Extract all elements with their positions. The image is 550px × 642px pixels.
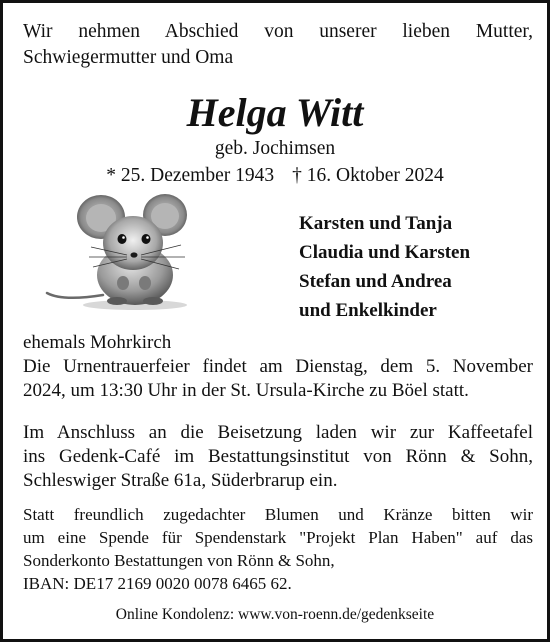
online-condolence: Online Kondolenz: www.von-roenn.de/gedenkseite bbox=[115, 606, 435, 623]
intro-line-1: Wir nehmen Abschied von unserer lieben Mutter, bbox=[23, 21, 533, 42]
donation-iban: IBAN: DE17 2169 0020 0078 6465 62. bbox=[23, 574, 292, 593]
family-member: Stefan und Andrea bbox=[299, 271, 452, 292]
maiden-name: geb. Jochimsen bbox=[214, 138, 336, 159]
ceremony-line: Die Urnentrauerfeier findet am Dienstag, dem 5. November bbox=[23, 356, 533, 377]
family-member: und Enkelkinder bbox=[299, 300, 437, 321]
reception-line: Im Anschluss an die Beisetzung laden wir zur Kaffeetafel bbox=[23, 422, 533, 443]
reception-line: ins Gedenk-Café im Bestattungsinstitut von Rönn & Sohn, bbox=[23, 446, 533, 467]
reception-paragraph bbox=[23, 421, 533, 493]
life-dates bbox=[3, 163, 547, 189]
donation-line: Statt freundlich zugedachter Blumen und Kränze bitten wir bbox=[23, 505, 533, 524]
ceremony-line: 2024, um 13:30 Uhr in der St. Ursula-Kirche zu Böel statt. bbox=[23, 380, 469, 401]
donation-line: Sonderkonto Bestattungen von Rönn & Sohn, bbox=[23, 551, 335, 570]
ceremony-paragraph bbox=[23, 355, 533, 403]
donation-paragraph bbox=[23, 503, 533, 595]
death-date: † 16. Oktober 2024 bbox=[292, 165, 444, 186]
family-member: Karsten und Tanja bbox=[299, 213, 453, 234]
mouse-illustration-icon bbox=[43, 187, 223, 313]
intro-line-2: Schwiegermutter und Oma bbox=[23, 47, 234, 68]
donation-line: um eine Spende für Spendenstark "Projekt Plan Haben" auf das bbox=[23, 528, 533, 547]
deceased-name: Helga Witt bbox=[186, 90, 364, 135]
reception-line: Schleswiger Straße 61a, Süderbrarup ein. bbox=[23, 470, 338, 491]
intro-text bbox=[23, 19, 533, 71]
family-list bbox=[299, 209, 539, 325]
birth-date: * 25. Dezember 1943 bbox=[106, 165, 275, 186]
family-member: Claudia und Karsten bbox=[299, 242, 471, 263]
former-residence: ehemals Mohrkirch bbox=[23, 332, 172, 353]
